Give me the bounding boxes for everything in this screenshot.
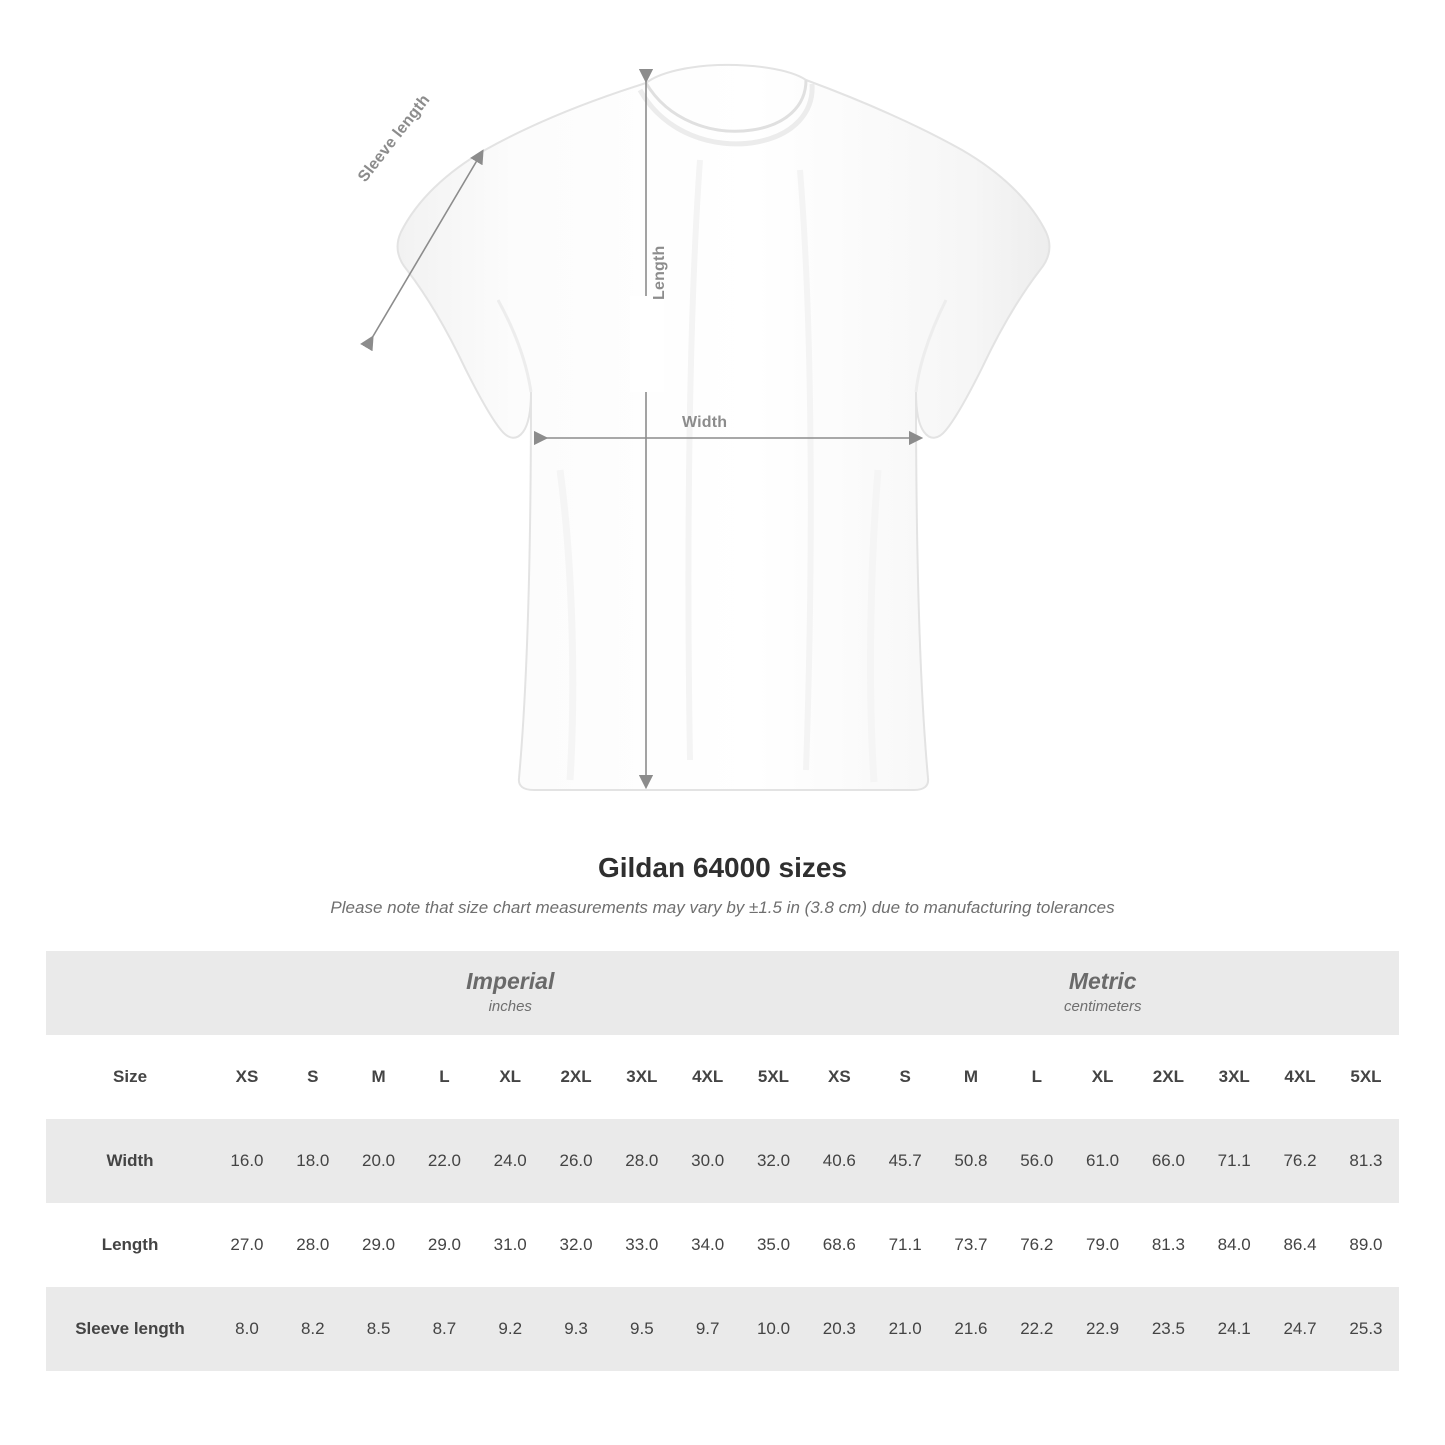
measurement-cell: 26.0 <box>543 1119 609 1203</box>
unit-group-imperial <box>214 951 806 1035</box>
size-header-cell: 4XL <box>675 1035 741 1119</box>
unit-row-spacer <box>46 951 214 1035</box>
measurement-cell: 76.2 <box>1267 1119 1333 1203</box>
measurement-cell: 21.0 <box>872 1287 938 1371</box>
size-chart-table <box>46 951 1399 1371</box>
measurement-cell: 30.0 <box>675 1119 741 1203</box>
measurement-cell: 32.0 <box>741 1119 807 1203</box>
measurement-cell: 20.0 <box>346 1119 412 1203</box>
row-header-width: Width <box>46 1119 214 1203</box>
width-label: Width <box>682 414 728 431</box>
page-title: Gildan 64000 sizes <box>597 852 848 883</box>
measurement-cell: 71.1 <box>1201 1119 1267 1203</box>
measurement-cell: 21.6 <box>938 1287 1004 1371</box>
measurement-cell: 81.3 <box>1135 1203 1201 1287</box>
size-header-cell: 5XL <box>1333 1035 1399 1119</box>
measurement-cell: 23.5 <box>1135 1287 1201 1371</box>
length-label: Length <box>651 245 668 300</box>
measurement-cell: 71.1 <box>872 1203 938 1287</box>
size-header-cell: M <box>346 1035 412 1119</box>
measurement-cell: 33.0 <box>609 1203 675 1287</box>
table-row <box>46 1203 1399 1287</box>
measurement-cell: 28.0 <box>609 1119 675 1203</box>
measurement-cell: 8.2 <box>280 1287 346 1371</box>
size-chart-table-wrapper <box>46 951 1399 1371</box>
measurement-cell: 61.0 <box>1070 1119 1136 1203</box>
sleeve-length-label: Sleeve length <box>355 91 434 186</box>
measurement-cell: 29.0 <box>412 1203 478 1287</box>
measurement-cell: 86.4 <box>1267 1203 1333 1287</box>
size-header-cell: L <box>1004 1035 1070 1119</box>
measurement-cell: 20.3 <box>806 1287 872 1371</box>
size-header-label: Size <box>46 1035 214 1119</box>
measurement-cell: 25.3 <box>1333 1287 1399 1371</box>
measurement-cell: 27.0 <box>214 1203 280 1287</box>
measurement-cell: 89.0 <box>1333 1203 1399 1287</box>
measurement-cell: 45.7 <box>872 1119 938 1203</box>
measurement-cell: 8.7 <box>412 1287 478 1371</box>
measurement-cell: 32.0 <box>543 1203 609 1287</box>
table-row <box>46 1119 1399 1203</box>
measurement-cell: 9.7 <box>675 1287 741 1371</box>
measurement-cell: 8.5 <box>346 1287 412 1371</box>
measurement-cell: 73.7 <box>938 1203 1004 1287</box>
measurement-cell: 18.0 <box>280 1119 346 1203</box>
table-row <box>46 1287 1399 1371</box>
measurement-cell: 50.8 <box>938 1119 1004 1203</box>
measurement-cell: 22.0 <box>412 1119 478 1203</box>
size-header-cell: 2XL <box>543 1035 609 1119</box>
size-header-cell: XS <box>806 1035 872 1119</box>
measurement-cell: 28.0 <box>280 1203 346 1287</box>
measurement-cell: 84.0 <box>1201 1203 1267 1287</box>
size-header-cell: 4XL <box>1267 1035 1333 1119</box>
measurement-cell: 31.0 <box>477 1203 543 1287</box>
measurement-cell: 40.6 <box>806 1119 872 1203</box>
unit-group-subtitle: centimeters <box>1063 998 1142 1016</box>
measurement-cell: 68.6 <box>806 1203 872 1287</box>
size-header-cell: XL <box>1070 1035 1136 1119</box>
size-header-row <box>46 1035 1399 1119</box>
unit-group-metric <box>806 951 1399 1035</box>
measurement-cell: 9.2 <box>477 1287 543 1371</box>
size-header-cell: L <box>412 1035 478 1119</box>
unit-group-row <box>46 951 1399 1035</box>
measurement-cell: 34.0 <box>675 1203 741 1287</box>
measurement-cell: 24.0 <box>477 1119 543 1203</box>
size-header-cell: 3XL <box>609 1035 675 1119</box>
size-header-cell: 3XL <box>1201 1035 1267 1119</box>
size-header-cell: M <box>938 1035 1004 1119</box>
size-header-cell: XL <box>477 1035 543 1119</box>
measurement-cell: 56.0 <box>1004 1119 1070 1203</box>
measurement-cell: 22.9 <box>1070 1287 1136 1371</box>
size-header-cell: S <box>872 1035 938 1119</box>
measurement-cell: 81.3 <box>1333 1119 1399 1203</box>
measurement-cell: 29.0 <box>346 1203 412 1287</box>
measurement-cell: 24.7 <box>1267 1287 1333 1371</box>
measurement-cell: 9.3 <box>543 1287 609 1371</box>
unit-group-subtitle: inches <box>488 998 532 1016</box>
measurement-note: Please note that size chart measurements may vary by ±1.5 in (3.8 cm) due to manufacturing tolerances <box>330 898 1115 917</box>
measurement-cell: 24.1 <box>1201 1287 1267 1371</box>
unit-group-title: Imperial <box>466 968 555 995</box>
row-header-sleeve-length: Sleeve length <box>46 1287 214 1371</box>
unit-group-title: Metric <box>1068 968 1137 995</box>
size-header-cell: 2XL <box>1135 1035 1201 1119</box>
measurement-cell: 76.2 <box>1004 1203 1070 1287</box>
measurement-cell: 9.5 <box>609 1287 675 1371</box>
measurement-cell: 16.0 <box>214 1119 280 1203</box>
measurement-cell: 10.0 <box>741 1287 807 1371</box>
size-header-cell: XS <box>214 1035 280 1119</box>
size-header-cell: S <box>280 1035 346 1119</box>
measurement-cell: 35.0 <box>741 1203 807 1287</box>
size-header-cell: 5XL <box>741 1035 807 1119</box>
measurement-cell: 79.0 <box>1070 1203 1136 1287</box>
measurement-cell: 22.2 <box>1004 1287 1070 1371</box>
row-header-length: Length <box>46 1203 214 1287</box>
measurement-cell: 8.0 <box>214 1287 280 1371</box>
measurement-cell: 66.0 <box>1135 1119 1201 1203</box>
